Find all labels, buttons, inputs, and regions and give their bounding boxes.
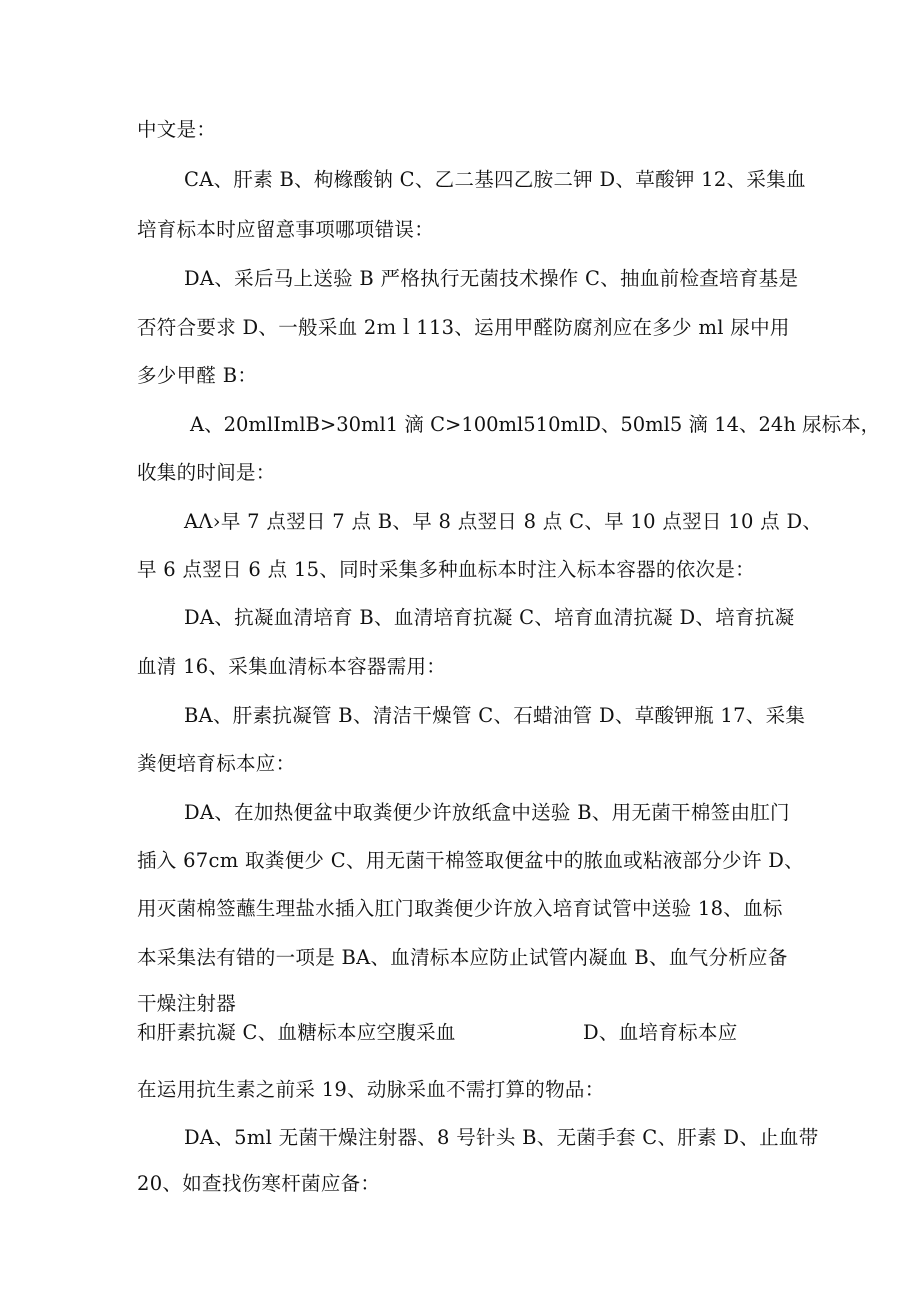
text-line: CA、肝素 B、枸橼酸钠 C、乙二基四乙胺二钾 D、草酸钾 12、采集血 [184, 168, 806, 191]
text-line: AΛ›早 7 点翌日 7 点 B、早 8 点翌日 8 点 C、早 10 点翌日 10 点 D、 [184, 510, 823, 533]
text-line: 收集的时间是： [137, 461, 276, 484]
text-line: 20、如查找伤寒杆菌应备： [137, 1172, 381, 1195]
text-line: 本采集法有错的一项是 BA、血清标本应防止试管内凝血 B、血气分析应备 [137, 946, 788, 969]
text-line: A、20mlImlB>30ml1 滴 C>100ml510mlD、50ml5 滴 14、24h 尿标本， [190, 413, 881, 436]
text-line: 血清 16、采集血清标本容器需用： [137, 655, 447, 678]
text-line: 插入 67cm 取粪便少 C、用无菌干棉签取便盆中的脓血或粘液部分少许 D、 [137, 849, 804, 872]
text-line: DA、抗凝血清培育 B、血清培育抗凝 C、培育血清抗凝 D、培育抗凝 [184, 606, 795, 629]
text-line: 用灭菌棉签蘸生理盐水插入肛门取粪便少许放入培育试管中送验 18、血标 [137, 897, 783, 920]
text-line: 培育标本时应留意事项哪项错误： [137, 218, 435, 241]
text-line: DA、5ml 无菌干燥注射器、8 号针头 B、无菌手套 C、肝素 D、止血带 [184, 1126, 819, 1149]
text-line: 和肝素抗凝 C、血糖标本应空腹采血 [137, 1021, 456, 1044]
text-line: 中文是： [137, 118, 217, 141]
text-line: D、血培育标本应 [583, 1021, 738, 1044]
text-line: DA、在加热便盆中取粪便少许放纸盒中送验 B、用无菌干棉签由肛门 [184, 801, 790, 824]
text-line: BA、肝素抗凝管 B、清洁干燥管 C、石蜡油管 D、草酸钾瓶 17、采集 [184, 704, 806, 727]
text-line: 干燥注射器 [137, 992, 237, 1015]
text-line: 粪便培育标本应： [137, 752, 296, 775]
text-line: 早 6 点翌日 6 点 15、同时采集多种血标本时注入标本容器的依次是： [137, 558, 755, 581]
text-line: 在运用抗生素之前采 19、动脉采血不需打算的物品： [137, 1078, 605, 1101]
text-line: DA、采后马上送验 B 严格执行无菌技术操作 C、抽血前检查培育基是 [184, 267, 799, 290]
text-line: 否符合要求 D、一般采血 2ｍｌ113、运用甲醛防腐剂应在多少 ml 尿中用 [137, 316, 790, 339]
text-line: 多少甲醛 B： [137, 364, 258, 387]
